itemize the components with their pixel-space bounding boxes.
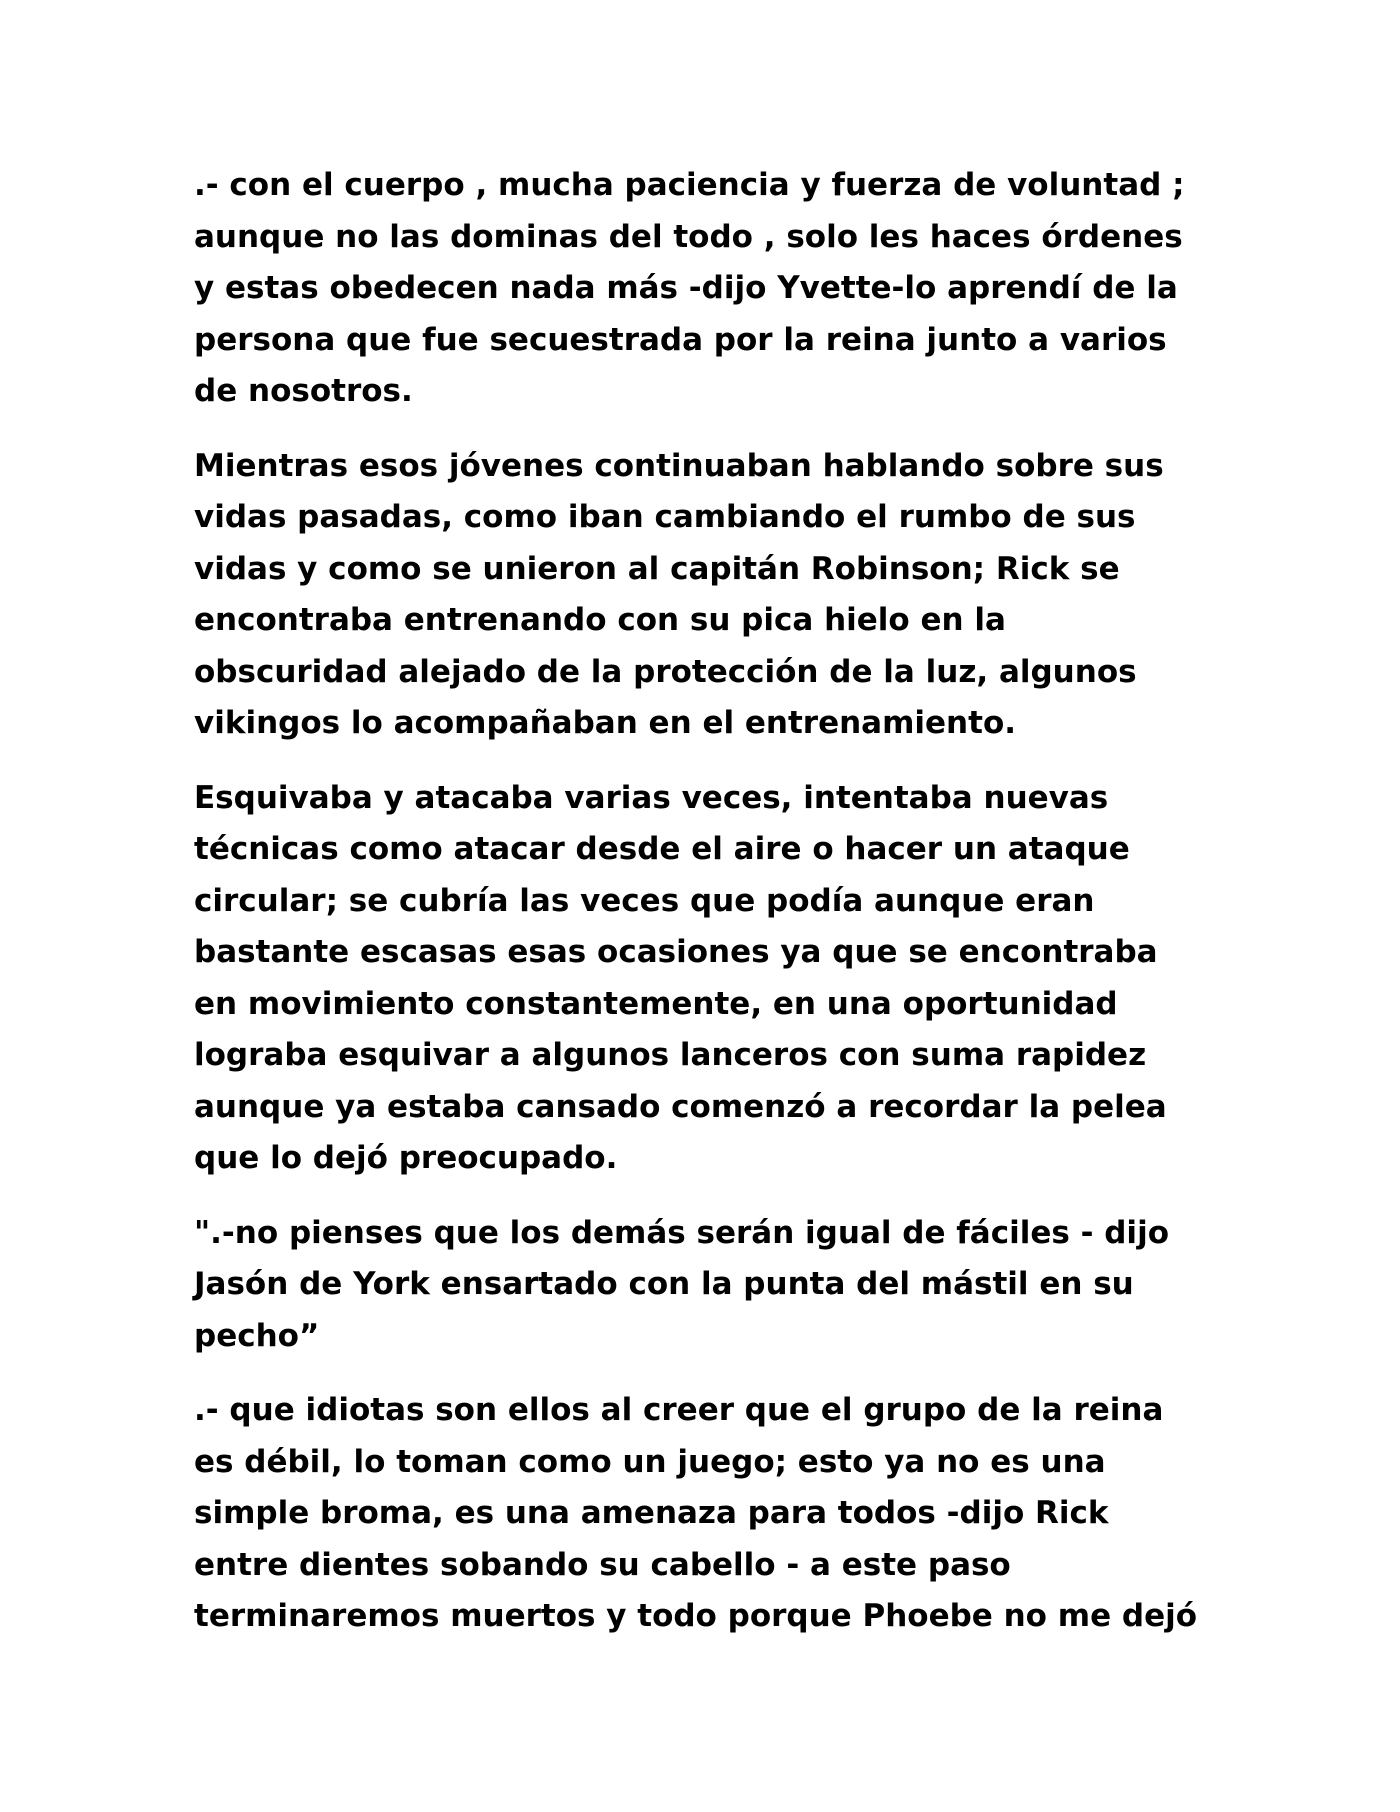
text-line: persona que fue secuestrada por la reina junto a varios	[194, 321, 1167, 358]
text-line: .- con el cuerpo , mucha paciencia y fuerza de voluntad ;	[194, 167, 1185, 203]
text-line: lograba esquivar a algunos lanceros con suma rapidez	[194, 1037, 1147, 1073]
text-line: simple broma, es una amenaza para todos -dijo Rick	[194, 1495, 1109, 1531]
text-line: técnicas como atacar desde el aire o hacer un ataque	[194, 831, 1130, 867]
paragraph-4	[194, 1208, 1214, 1363]
text-line: en movimiento constantemente, en una oportunidad	[194, 985, 1118, 1022]
text-line: aunque no las dominas del todo , solo les haces órdenes	[194, 218, 1183, 255]
text-line: es débil, lo toman como un juego; esto ya no es una	[194, 1443, 1106, 1480]
text-line: de nosotros.	[194, 373, 413, 409]
text-line: vikingos lo acompañaban en el entrenamiento.	[194, 705, 1017, 741]
text-line: bastante escasas esas ocasiones ya que se encontraba	[194, 934, 1158, 970]
text-line: aunque ya estaba cansado comenzó a recordar la pelea	[194, 1088, 1167, 1125]
text-line: .- que idiotas son ellos al creer que el grupo de la reina	[194, 1392, 1164, 1428]
text-line: circular; se cubría las veces que podía aunque eran	[194, 882, 1095, 919]
text-line: vidas pasadas, como iban cambiando el rumbo de sus	[194, 499, 1136, 535]
text-line: entre dientes sobando su cabello - a este paso	[194, 1546, 1011, 1583]
text-line: ".-no pienses que los demás serán igual de fáciles - dijo	[194, 1214, 1169, 1251]
text-line: pecho”	[194, 1317, 320, 1354]
paragraph-5	[194, 1385, 1214, 1643]
text-line: obscuridad alejado de la protección de la luz, algunos	[194, 653, 1137, 690]
text-line: vidas y como se unieron al capitán Robinson; Rick se	[194, 550, 1120, 587]
text-line: Mientras esos jóvenes continuaban hablando sobre sus	[194, 447, 1164, 484]
text-line: encontraba entrenando con su pica hielo en la	[194, 602, 1006, 638]
text-line: Jasón de York ensartado con la punta del mástil en su	[194, 1266, 1134, 1302]
text-line: terminaremos muertos y todo porque Phoebe no me dejó	[194, 1598, 1198, 1634]
paragraph-3	[194, 773, 1214, 1185]
paragraph-2	[194, 441, 1214, 750]
text-line: Esquivaba y atacaba varias veces, intentaba nuevas	[194, 779, 1109, 816]
body-text	[194, 160, 1214, 1666]
paragraph-1	[194, 160, 1214, 418]
text-line: y estas obedecen nada más -dijo Yvette-lo aprendí de la	[194, 270, 1178, 306]
text-line: que lo dejó preocupado.	[194, 1140, 618, 1176]
